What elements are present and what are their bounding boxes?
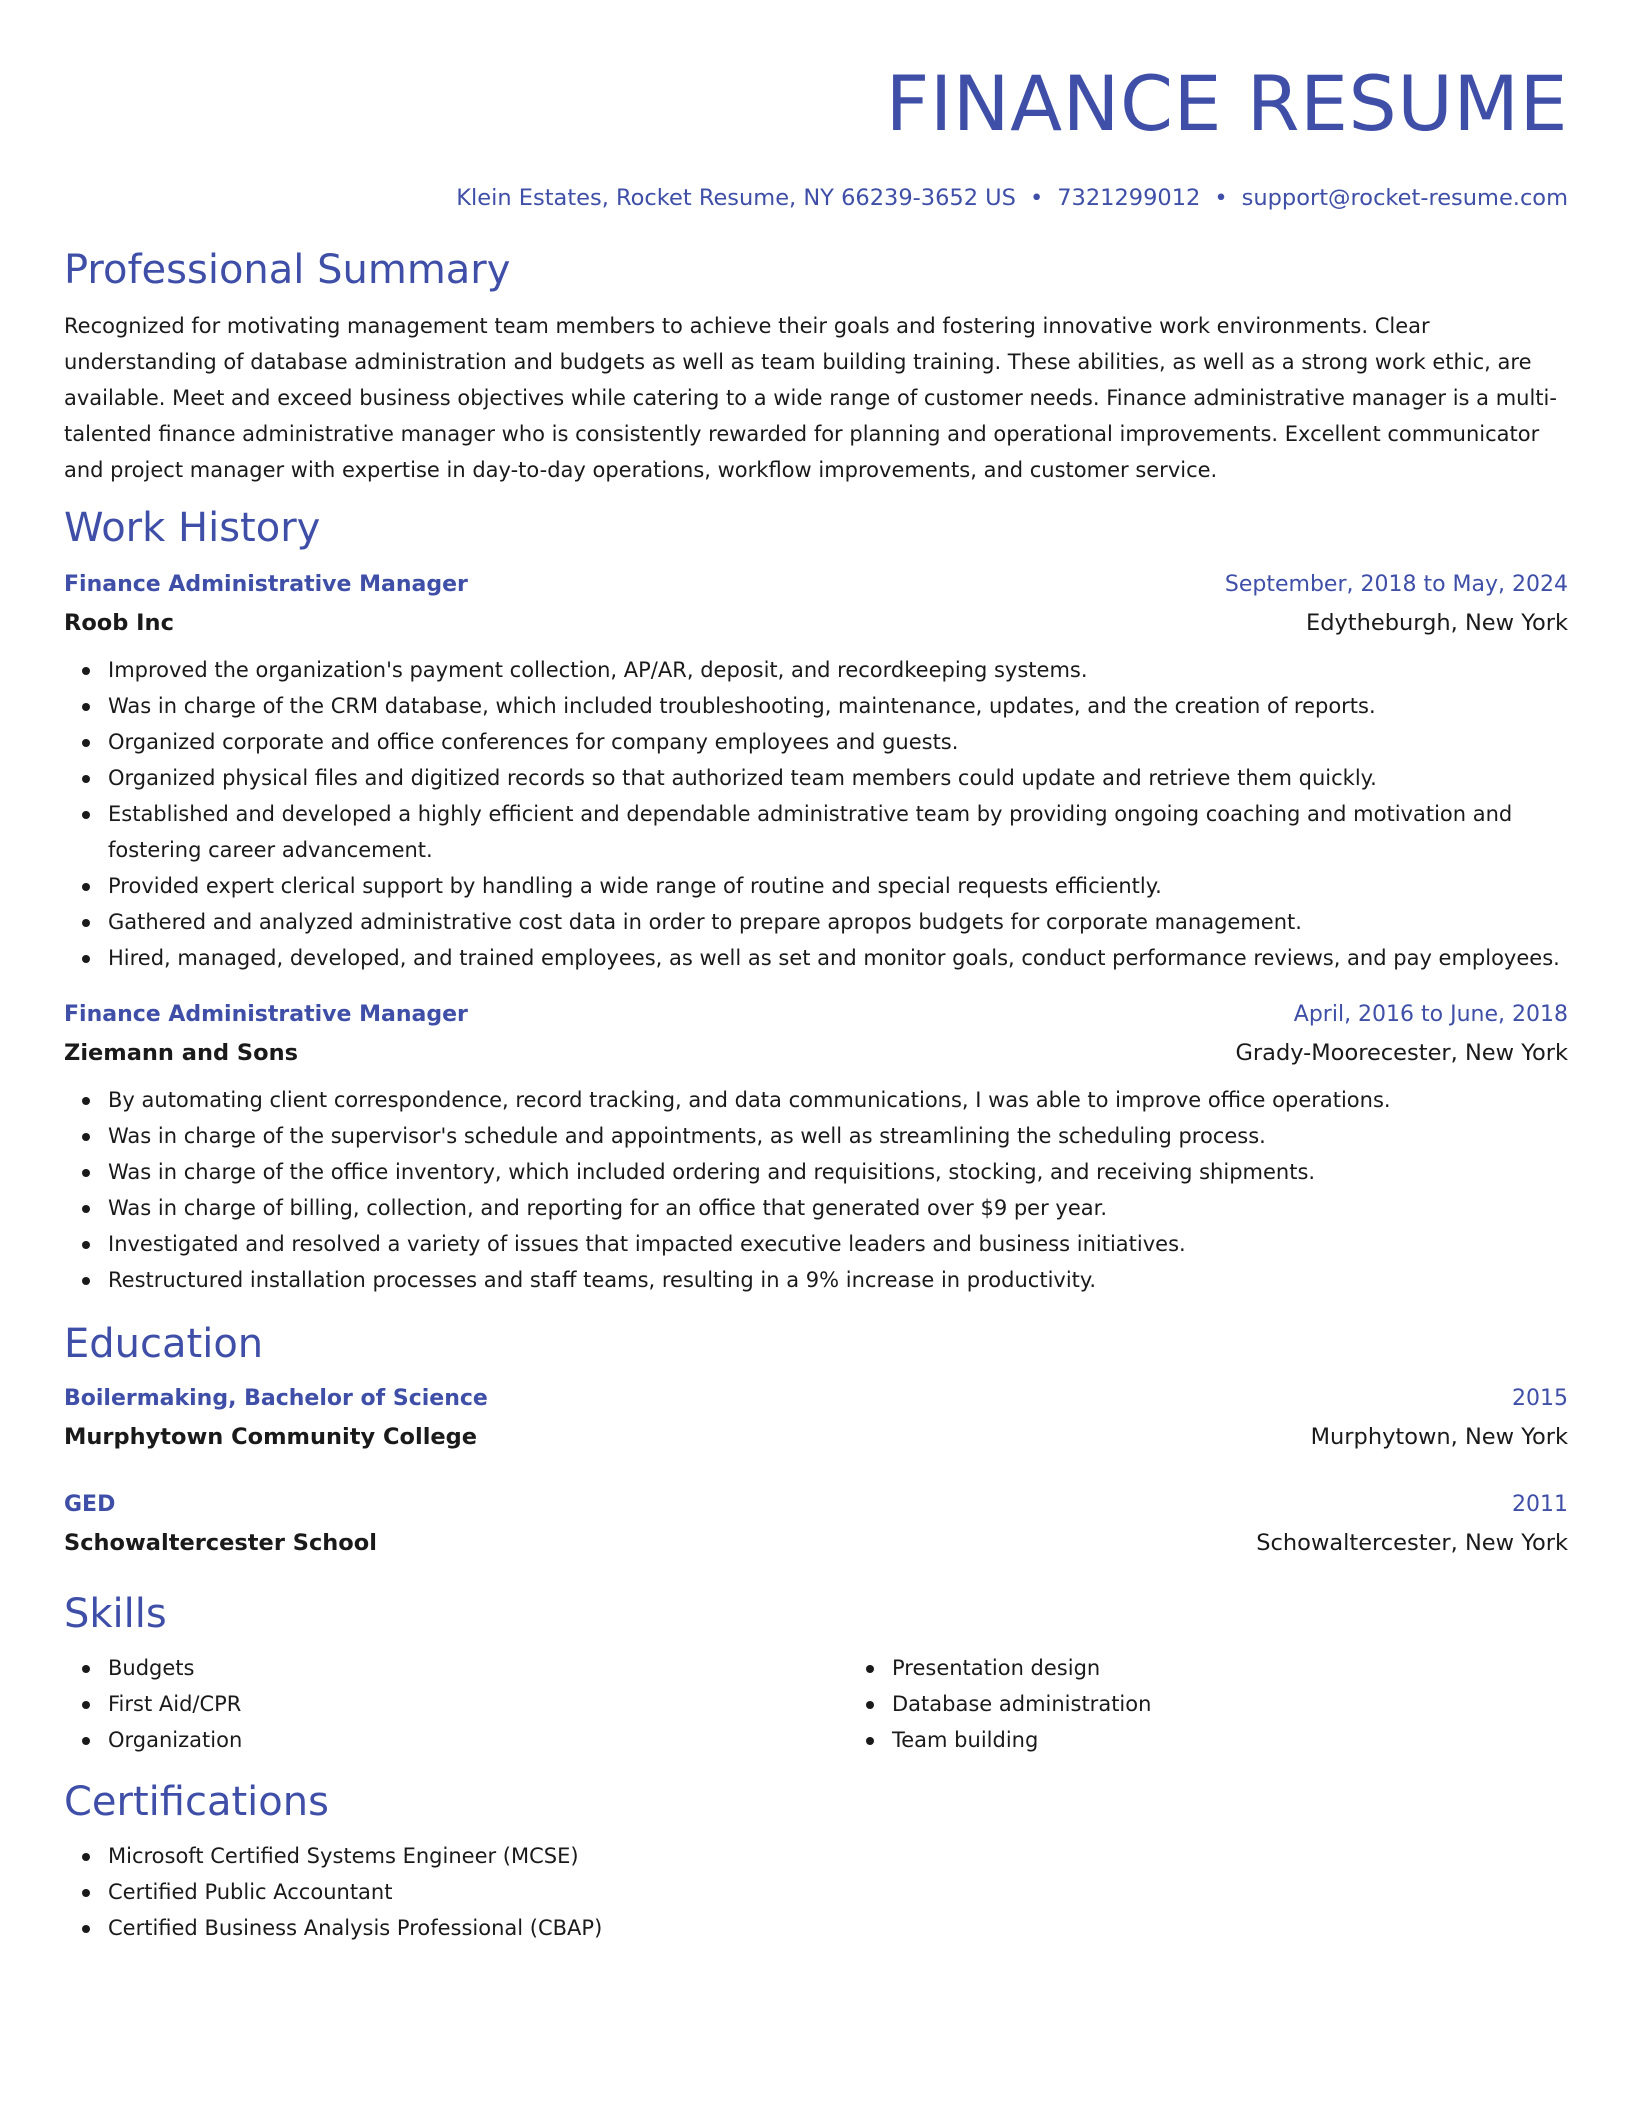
job-dates: September, 2018 to May, 2024 bbox=[1224, 572, 1568, 597]
job-header-row bbox=[64, 996, 1568, 1034]
education-year: 2015 bbox=[1512, 1386, 1568, 1411]
summary-heading: Professional Summary bbox=[64, 247, 511, 293]
skill-item: Budgets bbox=[108, 1650, 848, 1686]
education-degree: Boilermaking, Bachelor of Science bbox=[64, 1386, 488, 1411]
job-bullet: Was in charge of the CRM database, which included troubleshooting, maintenance, updates, and the creation of reports. bbox=[108, 688, 1568, 724]
education-header-row bbox=[64, 1380, 1568, 1418]
job-role: Finance Administrative Manager bbox=[64, 1002, 468, 1027]
job-bullet: By automating client correspondence, record tracking, and data communications, I was able to improve office operations. bbox=[108, 1082, 1568, 1118]
contact-separator: • bbox=[1029, 185, 1044, 211]
education-school: Schowaltercester School bbox=[64, 1530, 377, 1556]
job-dates: April, 2016 to June, 2018 bbox=[1293, 1002, 1568, 1027]
job-company: Ziemann and Sons bbox=[64, 1040, 298, 1066]
job-bullet: Organized corporate and office conferences for company employees and guests. bbox=[108, 724, 1568, 760]
education-entry bbox=[64, 1486, 1568, 1562]
job-bullet: Provided expert clerical support by handling a wide range of routine and special requests efficiently. bbox=[108, 868, 1568, 904]
skill-item: Organization bbox=[108, 1722, 848, 1758]
skills-list-left bbox=[64, 1650, 848, 1758]
job-role: Finance Administrative Manager bbox=[64, 572, 468, 597]
job-entry bbox=[64, 566, 1568, 976]
skill-item: Team building bbox=[892, 1722, 1632, 1758]
skills-grid bbox=[64, 1640, 1568, 1758]
skills-heading: Skills bbox=[64, 1591, 167, 1637]
education-location: Schowaltercester, New York bbox=[1256, 1530, 1568, 1556]
skills-list-right bbox=[848, 1650, 1632, 1758]
job-header-row bbox=[64, 566, 1568, 604]
education-entry bbox=[64, 1380, 1568, 1456]
job-bullet: Was in charge of billing, collection, and reporting for an office that generated over $9 per year. bbox=[108, 1190, 1568, 1226]
contact-line bbox=[64, 182, 1568, 214]
contact-address: Klein Estates, Rocket Resume, NY 66239-3652 US bbox=[456, 185, 1016, 211]
education-header-row bbox=[64, 1486, 1568, 1524]
job-bullet: Was in charge of the office inventory, which included ordering and requisitions, stocking, and receiving shipments. bbox=[108, 1154, 1568, 1190]
job-bullet: Restructured installation processes and staff teams, resulting in a 9% increase in productivity. bbox=[108, 1262, 1568, 1298]
education-location: Murphytown, New York bbox=[1310, 1424, 1568, 1450]
education-school: Murphytown Community College bbox=[64, 1424, 478, 1450]
job-location: Grady-Moorecester, New York bbox=[1235, 1040, 1568, 1066]
resume-header bbox=[64, 58, 1568, 214]
job-bullet: Gathered and analyzed administrative cost data in order to prepare apropos budgets for corporate management. bbox=[108, 904, 1568, 940]
certification-item: Certified Business Analysis Professional (CBAP) bbox=[108, 1910, 1568, 1946]
job-company: Roob Inc bbox=[64, 610, 174, 636]
job-bullet: Was in charge of the supervisor's schedule and appointments, as well as streamlining the scheduling process. bbox=[108, 1118, 1568, 1154]
education-year: 2011 bbox=[1512, 1492, 1568, 1517]
certification-item: Certified Public Accountant bbox=[108, 1874, 1568, 1910]
job-bullet-list bbox=[64, 652, 1568, 976]
skill-item: First Aid/CPR bbox=[108, 1686, 848, 1722]
job-bullet: Investigated and resolved a variety of issues that impacted executive leaders and business initiatives. bbox=[108, 1226, 1568, 1262]
job-company-row bbox=[64, 604, 1568, 642]
job-entry bbox=[64, 996, 1568, 1298]
resume-title: FINANCE RESUME bbox=[885, 59, 1568, 148]
job-bullet: Hired, managed, developed, and trained employees, as well as set and monitor goals, conduct performance reviews, and pay employees. bbox=[108, 940, 1568, 976]
job-bullet-list bbox=[64, 1082, 1568, 1298]
job-company-row bbox=[64, 1034, 1568, 1072]
certification-item: Microsoft Certified Systems Engineer (MCSE) bbox=[108, 1838, 1568, 1874]
contact-separator: • bbox=[1214, 185, 1228, 211]
skill-item: Database administration bbox=[892, 1686, 1632, 1722]
skill-item: Presentation design bbox=[892, 1650, 1632, 1686]
contact-email: support@rocket-resume.com bbox=[1241, 185, 1568, 211]
education-school-row bbox=[64, 1524, 1568, 1562]
job-bullet: Established and developed a highly efficient and dependable administrative team by providing ongoing coaching and motivation and fostering career advancement. bbox=[108, 796, 1568, 868]
education-degree: GED bbox=[64, 1492, 116, 1517]
work-history-heading: Work History bbox=[64, 505, 321, 551]
education-heading: Education bbox=[64, 1321, 264, 1367]
certifications-list bbox=[64, 1838, 1568, 1946]
job-bullet: Improved the organization's payment collection, AP/AR, deposit, and recordkeeping systems. bbox=[108, 652, 1568, 688]
education-school-row bbox=[64, 1418, 1568, 1456]
summary-text: Recognized for motivating management team members to achieve their goals and fostering innovative work environments. Clear understanding of database administration and budgets as well as team building training. These abilities, as well as a strong work ethic, are available. Meet and exceed business objectives while catering to a wide range of customer needs. Finance administrative manager is a multi-talented finance administrative manager who is consistently rewarded for planning and operational improvements. Excellent communicator and project manager with expertise in day-to-day operations, workflow improvements, and customer service. bbox=[64, 314, 1557, 482]
contact-phone: 7321299012 bbox=[1057, 185, 1201, 211]
certifications-heading: Certifications bbox=[64, 1779, 329, 1825]
job-location: Edytheburgh, New York bbox=[1305, 610, 1568, 636]
job-bullet: Organized physical files and digitized records so that authorized team members could update and retrieve them quickly. bbox=[108, 760, 1568, 796]
